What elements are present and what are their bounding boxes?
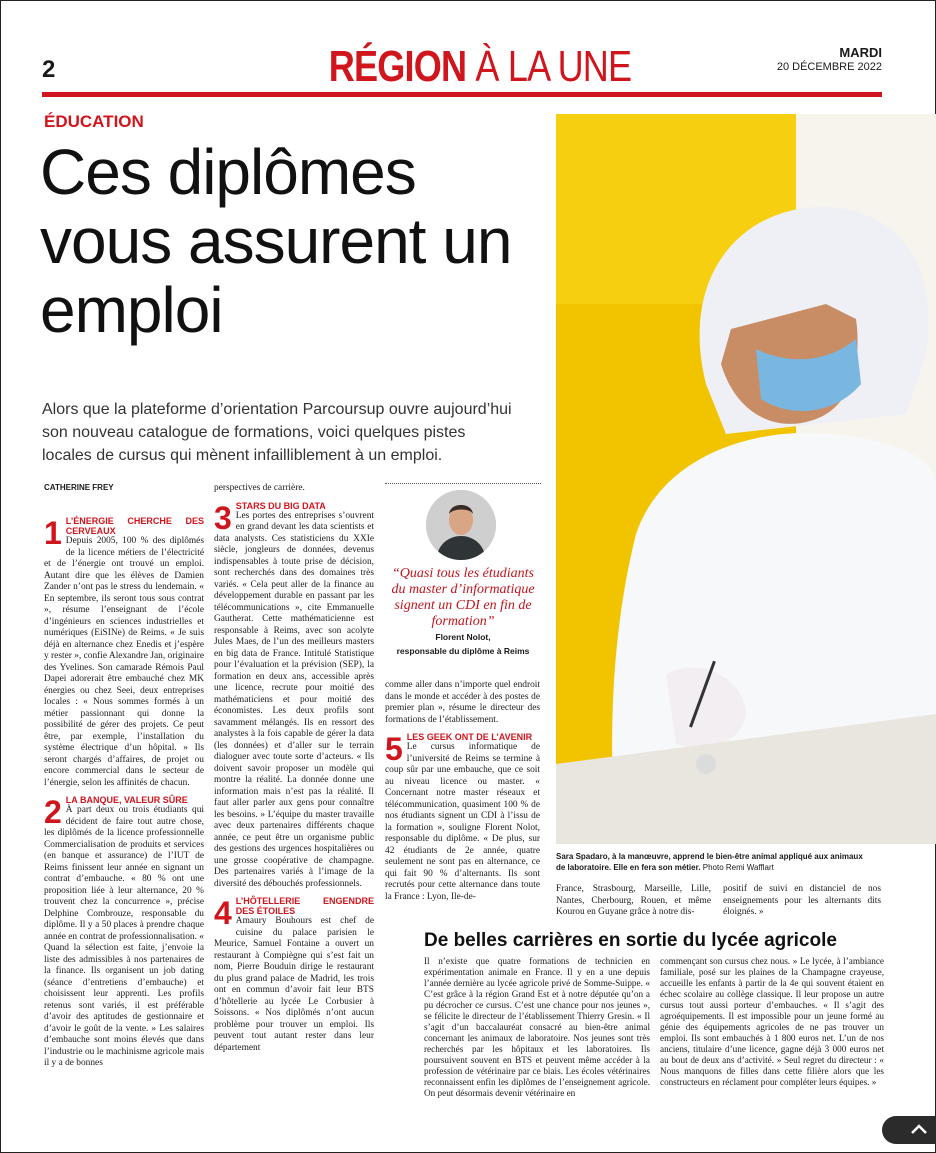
page-number: 2 xyxy=(42,56,56,83)
section-title: LA BANQUE, VALEUR SÛRE xyxy=(65,795,188,805)
column-2 xyxy=(214,483,374,1054)
section-body: Depuis 2005, 100 % des diplômés de la licence métiers de l’électricité et de l’énergie ont trouvé un emploi. Autant dire que les élèves de Damien Zander n’ont pas le stress du lendemain. « En septembre, ils seront tous sous contrat », résume l’enseignant de l’école d’ingénieurs en sciences industrielles et numériques (EiSINe) de Reims. « Je suis déjà en alternance chez Enedis et j’espère y rester », confie Alexandre Jan, originaire des Yvelines. Son camarade Rémois Paul Dapei adorerait être embauché chez MK énergies ou chez Seei, deux entreprises locales : « Nous sommes formés à un métier passionnant qui donne la possibilité de gérer des projets. Ce peut être, par exemple, l’installation du système électrique d’un hôpital. » Ils seront chargés d’affaires, de projet ou encore commercial dans le secteur de l’énergie, selon les affinités de chacun. xyxy=(44,536,204,788)
issue-day: MARDI xyxy=(839,45,882,60)
section-2 xyxy=(44,795,204,1070)
section-1 xyxy=(44,516,204,789)
column-4 xyxy=(556,884,711,919)
chevron-up-icon xyxy=(882,1116,936,1144)
section-title: L’ÉNERGIE CHERCHE DES CERVEAUX xyxy=(65,516,204,536)
box-body: commençant son cursus chez nous. » Le lycée, à l’ambiance familiale, posé sur les plaines de la Champagne crayeuse, accueille les enfants à partir de la 4e qui souvent étaient en échec scolaire au collège classique. Il leur propose un autre cursus tout aussi porteur d’embauches. « Il s’agit des agroéquipements. Il est impossible pour un jeune formé au génie des équipements agricoles de ne pas trouver un emploi. Ils sont embauchés à 1 800 euros net. L’un de nos anciens, titulaire d’une licence, gagne déjà 3 000 euros net au bout de deux ans d’activité. » Seul regret du directeur : « Nous manquons de filles dans cette filière alors que les constructeurs en réclament pour compléter leurs équipes. » xyxy=(660,956,884,1087)
quote-attribution xyxy=(385,630,541,658)
section-4 xyxy=(214,896,374,1054)
section-5 xyxy=(385,732,540,903)
section-body: Les portes des entreprises s’ouvrent en grand devant les data scientists et data analysts. Ces statisticiens du XXIe siècle, jongleurs de données, devenus indispensables à toute prise de décision, sont recherchés dans des domaines très variés. « Cela peut aller de la finance au développement durable en passant par les télécommunications », cite Emmanuelle Gautherat. Cette mathématicienne est responsable à Reims, avec son acolyte Jules Maes, de l’un des meilleurs masters en big data de France. Intitulé Statistique pour l’évaluation et la prévision (SEP), la formation en deux ans, accessible après une licence, recrute pour moitié des mathématiciens et pour moitié des économistes. Les deux profils sont savamment mélangés. Ils en ressort des analystes à la fois capable de gérer la data (les données) et d’aller sur le terrain dialoguer avec toute sorte d’acteurs. « Ils doivent savoir proposer un modèle qui montre la réalité. La donnée donne une information mais n’est pas la réalité. Il faut aller parler aux gens pour connaître les besoins. » L’équipe du master travaille avec deux partenaires différents chaque année, ce peut être un organisme public des gestions des urgences hospitalières ou une grosse coopérative de champagne. Des partenaires variés à l’image de la diversité des débouchés professionnels. xyxy=(214,510,374,889)
section-number: 4 xyxy=(214,895,232,931)
section-number: 2 xyxy=(44,794,62,830)
section-title: L’HÔTELLERIE ENGENDRE DES ÉTOILES xyxy=(235,896,374,916)
box-body: Il n’existe que quatre formations de technicien en expérimentation animale en France. Il y en a une depuis l’année dernière au lycée agricole privé de Somme-Suippe. « C’est grâce à la région Grand Est et à notre députée qu’on a pu décrocher ce cursus. C’est une chance pour nos jeunes », se félicite le directeur de l’établissement Thierry Gresin. « Il s’agit d’un baccalauréat consacré au bien-être animal concernant les animaux de laboratoire. Nos jeunes sont très recherchés par les hôpitaux et les laboratoires. Ils poursuivent souvent en BTS et peuvent même accéder à la profession de vétérinaire par ce biais. Les écoles vétérinaires reconnaissent enfin les diplômes de l’enseignement agricole. On peut désormais devenir vétérinaire en xyxy=(424,956,650,1098)
quote-role: responsable du diplôme à Reims xyxy=(396,646,530,656)
sidebar-box-col-2 xyxy=(660,956,884,1088)
scroll-to-top-button[interactable] xyxy=(882,1116,936,1144)
section-title: STARS DU BIG DATA xyxy=(235,500,326,511)
section-body: À part deux ou trois étudiants qui décident de faire tout autre chose, les diplômés de la licence professionnelle Commercialisation de produits et services (en banque et assurance) de l’IUT de Reims finissent leur année en signant un contrat d’embauche. « 80 % ont une proposition liée à leur alternance, 20 % trouvent chez la concurrence », précise Delphine Combrouze, responsable du diplôme. Il y a 50 places à prendre chaque année en contrat de professionnalisation. « Quand la sélection est faite, j’envoie la liste des admissibles à nos partenaires de la finance. Ils organisent un job dating (séance d’entretiens d’embauche) et choisissent leur apprenti. Les profils retenus sont variés, il est préférable d’avoir des aptitudes de gestionnaire et d’avoir le goût de la vente. » Les salaires d’embauche sont moins élevés que dans l’industrie ou le machinisme agricole mais il y a de bonnes xyxy=(44,805,204,1068)
section-masthead xyxy=(328,42,632,92)
issue-date xyxy=(777,46,882,74)
article-photo xyxy=(556,114,936,844)
sidebar-box-title: De belles carrières en sortie du lycée agricole xyxy=(424,930,837,951)
section-body-continued: France, Strasbourg, Marseille, Lille, Nantes, Cherbourg, Rouen, et même Kourou en Guyane grâce à notre dis- xyxy=(556,884,711,917)
masthead-rest: À LA UNE xyxy=(466,42,632,91)
pull-quote: “Quasi tous les étudiants du master d’informatique signent un CDI en fin de formation” xyxy=(391,566,535,629)
section-3 xyxy=(214,501,374,891)
header-rule xyxy=(42,92,882,97)
sidebar-box-col-1 xyxy=(424,956,650,1099)
section-title: LES GEEK ONT DE L’AVENIR xyxy=(406,732,533,742)
author-byline: CATHERINE FREY xyxy=(44,483,114,492)
column-1 xyxy=(44,510,204,1070)
section-body: Le cursus informatique de l’université de Reims se termine à coup sûr par une embauche, que ce soit au niveau licence ou master. « Concernant notre master réseaux et télécommunication, quasiment 100 % de nos étudiants signent un CDI à l’issu de la formation », souligne Florent Nolot, responsable du diplôme. « De plus, sur 42 étudiants de 2e année, quatre seulement ne sont pas en alternance, ce qui fait 90 % d’alternants. Ils sont recrutés pour cette alternance dans toute la France : Lyon, Ile-de- xyxy=(385,742,540,902)
section-number: 1 xyxy=(44,515,62,551)
column-5 xyxy=(723,884,881,919)
article-headline: Ces diplômes vous assurent un emploi xyxy=(40,136,512,346)
quote-name: Florent Nolot, xyxy=(435,632,491,642)
article-kicker: ÉDUCATION xyxy=(44,112,144,131)
photo-credit: Photo Remi Wafflart xyxy=(702,863,774,872)
section-body-continued: perspectives de carrière. xyxy=(214,483,305,493)
column-3 xyxy=(385,680,540,903)
portrait-photo xyxy=(426,490,496,560)
caption-text: Sara Spadaro, à la manœuvre, apprend le bien-être animal appliqué aux animaux de laboratoire. Elle en fera son métier. xyxy=(556,852,863,872)
article-lead: Alors que la plateforme d’orientation Parcoursup ouvre aujourd’hui son nouveau catalogue de formations, voici quelques pistes locales de cursus qui mènent infailliblement à un emploi. xyxy=(42,401,512,464)
section-body: Amaury Bouhours est chef de cuisine du palace parisien le Meurice, Samuel Fontaine a ouvert un restaurant à Compiègne qui s’est fait un nom, Pierre Bouduin dirige le restaurant du plus grand palace de Madrid, les trois ont en commun d’avoir fait leur BTS d’hôtellerie au lycée Le Corbusier à Soissons. « Nos diplômés n’ont aucun problème pour trouver un emploi. Ils peuvent tout autant rester dans leur département xyxy=(214,916,374,1053)
section-body-continued: positif de suivi en distanciel de nos enseignements pour les alternants dits éloignés. » xyxy=(723,884,881,917)
photo-caption xyxy=(556,851,866,873)
section-body-continued: comme aller dans n’importe quel endroit dans le monde et accéder à des postes de premier plan », résume le directeur des formations de l’établissement. xyxy=(385,680,540,725)
issue-full-date: 20 DÉCEMBRE 2022 xyxy=(776,61,882,73)
quote-divider xyxy=(385,483,541,484)
masthead-bold: RÉGION xyxy=(328,42,467,91)
section-number: 5 xyxy=(385,731,403,767)
lab-student-photo xyxy=(556,114,936,844)
section-number: 3 xyxy=(214,499,232,536)
person-portrait xyxy=(426,490,496,560)
